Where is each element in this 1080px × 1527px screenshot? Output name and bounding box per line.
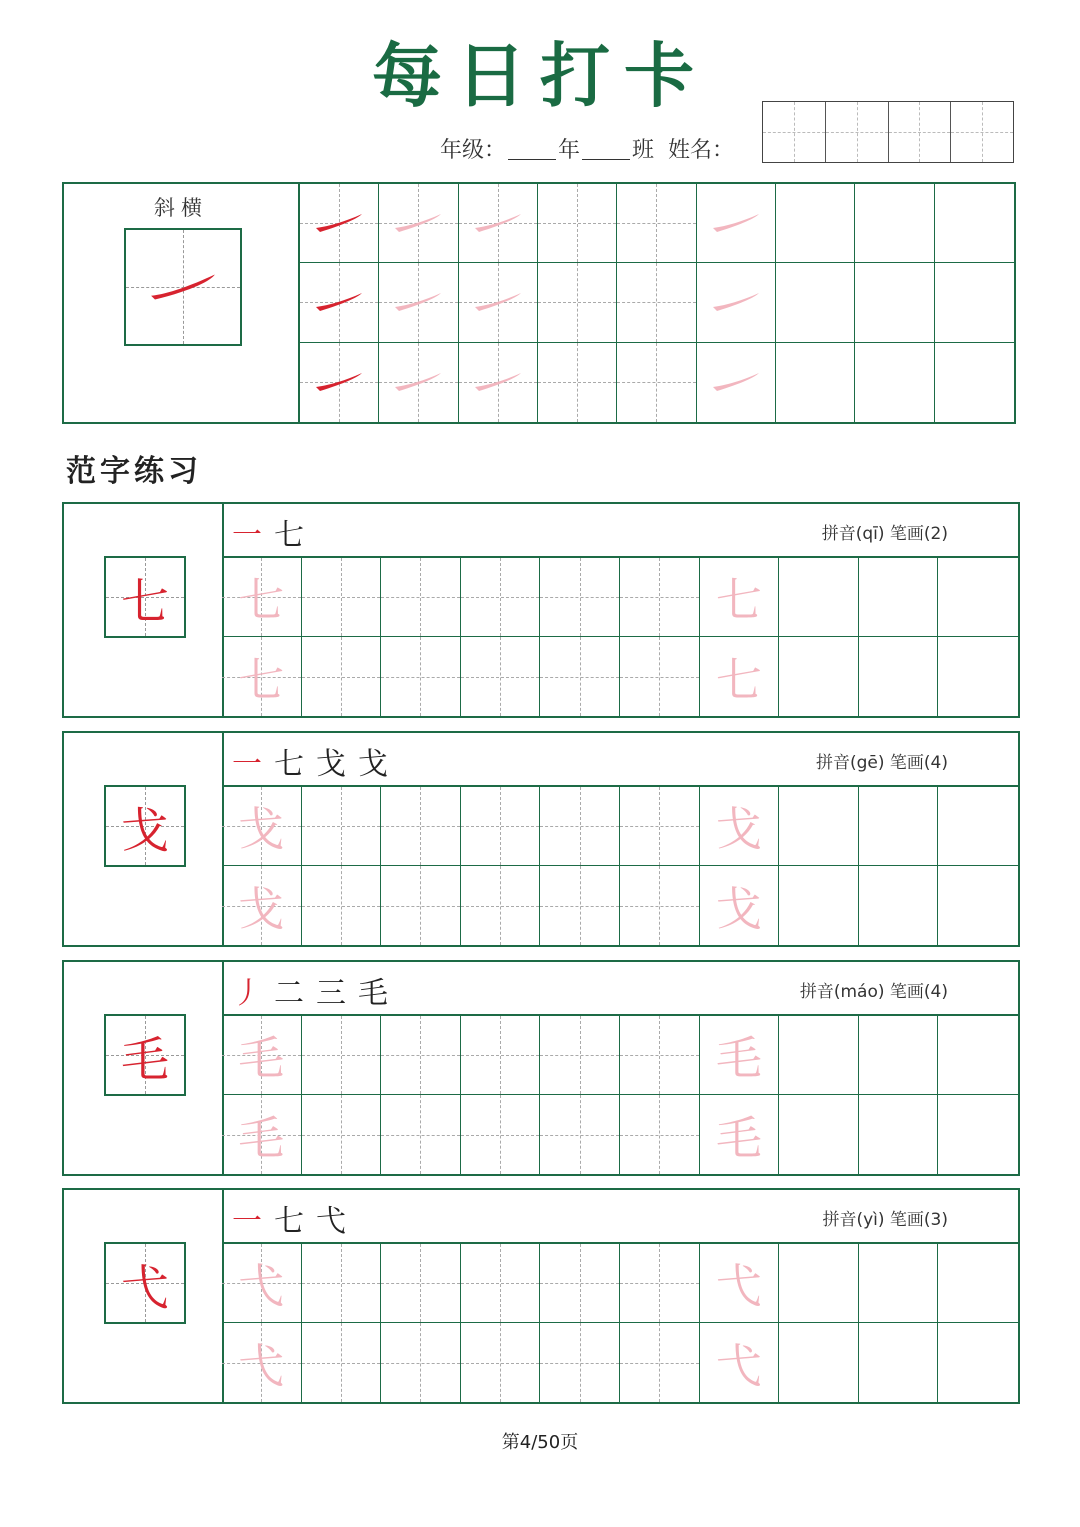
practice-cell[interactable] [617, 343, 696, 422]
practice-cell[interactable] [620, 1323, 700, 1402]
stroke-order [232, 968, 400, 1012]
stroke-order-step: 戈 [358, 747, 400, 782]
stroke-order-bar [222, 962, 1018, 1016]
grade-label: 年级： [440, 137, 507, 163]
practice-cell[interactable] [617, 263, 696, 342]
stroke-trace-glyph [300, 263, 378, 341]
practice-cell[interactable] [859, 558, 939, 637]
stroke-trace-glyph [697, 343, 775, 422]
practice-cell[interactable] [938, 637, 1018, 716]
trace-glyph: 毛 [715, 1110, 762, 1165]
practice-cell[interactable] [938, 1016, 1018, 1095]
stroke-order-step: 七 [274, 747, 316, 782]
stroke-name: 斜横 [154, 196, 208, 220]
trace-glyph: 毛 [238, 1110, 285, 1165]
practice-cell[interactable] [300, 263, 379, 342]
stroke-practice-grid [300, 184, 1014, 422]
character-demo-panel [64, 962, 224, 1174]
practice-cell[interactable] [379, 263, 458, 342]
practice-cell[interactable] [855, 263, 934, 342]
character-block [62, 960, 1020, 1176]
practice-cell[interactable] [461, 637, 541, 716]
trace-glyph: 毛 [238, 1031, 285, 1085]
practice-cell[interactable] [697, 343, 776, 422]
stroke-order-step: 一 [232, 1204, 274, 1239]
character-block [62, 502, 1020, 718]
stroke-demo-panel [64, 184, 300, 422]
practice-cell[interactable] [779, 558, 859, 637]
practice-cell[interactable] [300, 184, 379, 263]
practice-cell[interactable] [700, 1323, 780, 1402]
practice-cell[interactable] [381, 1095, 461, 1174]
stroke-trace-glyph [697, 184, 775, 262]
name-cell[interactable] [826, 102, 889, 162]
name-cell[interactable] [951, 102, 1013, 162]
character-practice-grid [222, 1016, 1018, 1174]
practice-cell[interactable] [540, 787, 620, 866]
practice-cell[interactable] [776, 184, 855, 263]
stroke-order-bar [222, 733, 1018, 787]
practice-cell[interactable] [620, 787, 700, 866]
practice-cell[interactable] [302, 787, 382, 866]
practice-cell[interactable] [938, 1244, 1018, 1323]
practice-cell[interactable] [855, 343, 934, 422]
practice-cell[interactable] [620, 1095, 700, 1174]
practice-cell[interactable] [779, 866, 859, 945]
stroke-order-step: 一 [232, 518, 274, 553]
practice-cell[interactable] [379, 343, 458, 422]
practice-cell[interactable] [697, 263, 776, 342]
stroke-practice-block [62, 182, 1016, 424]
character-demo-glyph: 弋 [120, 1259, 169, 1316]
practice-cell[interactable] [859, 1244, 939, 1323]
stroke-order [232, 739, 400, 783]
practice-cell[interactable] [461, 558, 541, 637]
stroke-order-step: 毛 [358, 976, 400, 1011]
character-demo-glyph: 戈 [120, 802, 169, 859]
stroke-order-step: 七 [274, 518, 316, 553]
pinyin-stroke-count: 拼音(gē) 笔画(4) [816, 753, 948, 773]
grade-blank[interactable] [508, 137, 556, 160]
character-practice-grid [222, 787, 1018, 945]
page-number: 第4/50页 [501, 1432, 579, 1453]
practice-cell[interactable] [620, 1244, 700, 1323]
practice-cell[interactable] [779, 1016, 859, 1095]
trace-glyph: 戈 [715, 802, 762, 856]
practice-cell[interactable] [222, 1095, 302, 1174]
character-demo-glyph: 毛 [120, 1031, 169, 1088]
practice-cell[interactable] [461, 1244, 541, 1323]
character-demo-cell [104, 1242, 186, 1324]
class-label: 班 [632, 137, 655, 163]
trace-glyph: 弋 [715, 1259, 762, 1313]
trace-glyph: 七 [715, 652, 762, 707]
practice-cell[interactable] [779, 1323, 859, 1402]
practice-cell[interactable] [461, 1323, 541, 1402]
practice-cell[interactable] [540, 1244, 620, 1323]
stroke-order-step: 三 [316, 976, 358, 1011]
character-demo-panel [64, 733, 224, 945]
stroke-trace-glyph [459, 263, 537, 341]
practice-cell[interactable] [700, 1016, 780, 1095]
practice-cell[interactable] [938, 866, 1018, 945]
practice-cell[interactable] [381, 558, 461, 637]
practice-cell[interactable] [935, 343, 1014, 422]
practice-cell[interactable] [381, 787, 461, 866]
stroke-order-step: 一 [232, 747, 274, 782]
practice-cell[interactable] [461, 866, 541, 945]
practice-cell[interactable] [538, 184, 617, 263]
stroke-trace-glyph [459, 343, 537, 422]
practice-cell[interactable] [859, 787, 939, 866]
pinyin-stroke-count: 拼音(qī) 笔画(2) [821, 524, 948, 544]
stroke-order-bar [222, 1190, 1018, 1244]
practice-cell[interactable] [302, 866, 382, 945]
character-practice-grid [222, 1244, 1018, 1402]
stroke-order-step: 七 [274, 1204, 316, 1239]
stroke-demo-cell [124, 228, 242, 346]
practice-cell[interactable] [855, 184, 934, 263]
practice-cell[interactable] [700, 1244, 780, 1323]
stroke-order [232, 510, 316, 554]
year-label: 年 [558, 137, 581, 163]
practice-cell[interactable] [540, 1095, 620, 1174]
practice-cell[interactable] [302, 1016, 382, 1095]
practice-cell[interactable] [540, 1323, 620, 1402]
practice-cell[interactable] [859, 1323, 939, 1402]
character-block [62, 731, 1020, 947]
practice-cell[interactable] [779, 1095, 859, 1174]
practice-cell[interactable] [859, 1016, 939, 1095]
practice-cell[interactable] [779, 1244, 859, 1323]
practice-cell[interactable] [700, 637, 780, 716]
practice-cell[interactable] [459, 184, 538, 263]
practice-cell[interactable] [540, 866, 620, 945]
practice-cell[interactable] [617, 184, 696, 263]
practice-cell[interactable] [379, 184, 458, 263]
practice-cell[interactable] [859, 637, 939, 716]
practice-cell[interactable] [697, 184, 776, 263]
class-blank[interactable] [582, 137, 630, 160]
practice-cell[interactable] [461, 1016, 541, 1095]
practice-cell[interactable] [859, 1095, 939, 1174]
character-block [62, 1188, 1020, 1404]
pinyin-stroke-count: 拼音(yì) 笔画(3) [822, 1210, 948, 1230]
practice-cell[interactable] [938, 558, 1018, 637]
character-demo-panel [64, 1190, 224, 1402]
practice-cell[interactable] [381, 637, 461, 716]
character-demo-cell [104, 556, 186, 638]
trace-glyph: 戈 [715, 881, 762, 936]
practice-cell[interactable] [938, 787, 1018, 866]
practice-cell[interactable] [620, 637, 700, 716]
practice-cell[interactable] [938, 1095, 1018, 1174]
stroke-order-bar [222, 504, 1018, 558]
character-demo-panel [64, 504, 224, 716]
pinyin-stroke-count: 拼音(máo) 笔画(4) [799, 982, 948, 1002]
page-title: 每日打卡 [372, 34, 708, 117]
practice-cell[interactable] [779, 787, 859, 866]
practice-cell[interactable] [540, 558, 620, 637]
trace-glyph: 弋 [238, 1338, 285, 1393]
practice-cell[interactable] [700, 866, 780, 945]
practice-cell[interactable] [935, 263, 1014, 342]
practice-cell[interactable] [459, 263, 538, 342]
practice-cell[interactable] [538, 343, 617, 422]
name-writing-grid[interactable] [762, 101, 1014, 163]
stroke-trace-glyph [379, 184, 457, 262]
trace-glyph: 弋 [238, 1259, 285, 1313]
stroke-demo-glyph [126, 230, 240, 344]
practice-cell[interactable] [300, 343, 379, 422]
stroke-order-step: 戈 [316, 747, 358, 782]
practice-cell[interactable] [302, 558, 382, 637]
practice-cell[interactable] [700, 1095, 780, 1174]
trace-glyph: 戈 [238, 802, 285, 856]
trace-glyph: 戈 [238, 881, 285, 936]
stroke-trace-glyph [697, 263, 775, 341]
trace-glyph: 弋 [715, 1338, 762, 1393]
stroke-trace-glyph [300, 343, 378, 422]
practice-cell[interactable] [461, 1095, 541, 1174]
practice-cell[interactable] [700, 787, 780, 866]
practice-cell[interactable] [222, 787, 302, 866]
practice-cell[interactable] [381, 1244, 461, 1323]
stroke-trace-glyph [379, 343, 457, 422]
practice-cell[interactable] [938, 1323, 1018, 1402]
trace-glyph: 七 [238, 652, 285, 707]
practice-cell[interactable] [302, 1323, 382, 1402]
practice-cell[interactable] [620, 558, 700, 637]
practice-cell[interactable] [222, 1323, 302, 1402]
practice-cell[interactable] [700, 558, 780, 637]
stroke-order-step: 弋 [316, 1204, 358, 1239]
practice-cell[interactable] [540, 637, 620, 716]
stroke-order-step: 丿 [232, 976, 274, 1011]
practice-cell[interactable] [302, 1095, 382, 1174]
character-demo-glyph: 七 [120, 573, 169, 630]
practice-cell[interactable] [222, 1244, 302, 1323]
name-label: 姓名： [668, 137, 735, 163]
trace-glyph: 七 [715, 573, 762, 627]
student-info [440, 133, 734, 163]
stroke-trace-glyph [459, 184, 537, 262]
practice-cell[interactable] [222, 558, 302, 637]
practice-cell[interactable] [620, 1016, 700, 1095]
practice-cell[interactable] [461, 787, 541, 866]
practice-cell[interactable] [859, 866, 939, 945]
character-demo-cell [104, 785, 186, 867]
practice-cell[interactable] [381, 1323, 461, 1402]
character-practice-grid [222, 558, 1018, 716]
stroke-order-step: 二 [274, 976, 316, 1011]
section-title: 范字练习 [66, 454, 202, 489]
practice-cell[interactable] [381, 866, 461, 945]
name-cell[interactable] [889, 102, 952, 162]
practice-cell[interactable] [935, 184, 1014, 263]
practice-cell[interactable] [222, 637, 302, 716]
trace-glyph: 七 [238, 573, 285, 627]
practice-cell[interactable] [381, 1016, 461, 1095]
stroke-order [232, 1196, 358, 1240]
practice-cell[interactable] [222, 866, 302, 945]
practice-cell[interactable] [620, 866, 700, 945]
name-cell[interactable] [763, 102, 826, 162]
stroke-trace-glyph [379, 263, 457, 341]
character-demo-cell [104, 1014, 186, 1096]
practice-cell[interactable] [776, 343, 855, 422]
practice-cell[interactable] [779, 637, 859, 716]
trace-glyph: 毛 [715, 1031, 762, 1085]
practice-cell[interactable] [222, 1016, 302, 1095]
practice-cell[interactable] [302, 1244, 382, 1323]
practice-cell[interactable] [459, 343, 538, 422]
practice-cell[interactable] [540, 1016, 620, 1095]
practice-cell[interactable] [538, 263, 617, 342]
stroke-trace-glyph [300, 184, 378, 262]
practice-cell[interactable] [776, 263, 855, 342]
practice-cell[interactable] [302, 637, 382, 716]
